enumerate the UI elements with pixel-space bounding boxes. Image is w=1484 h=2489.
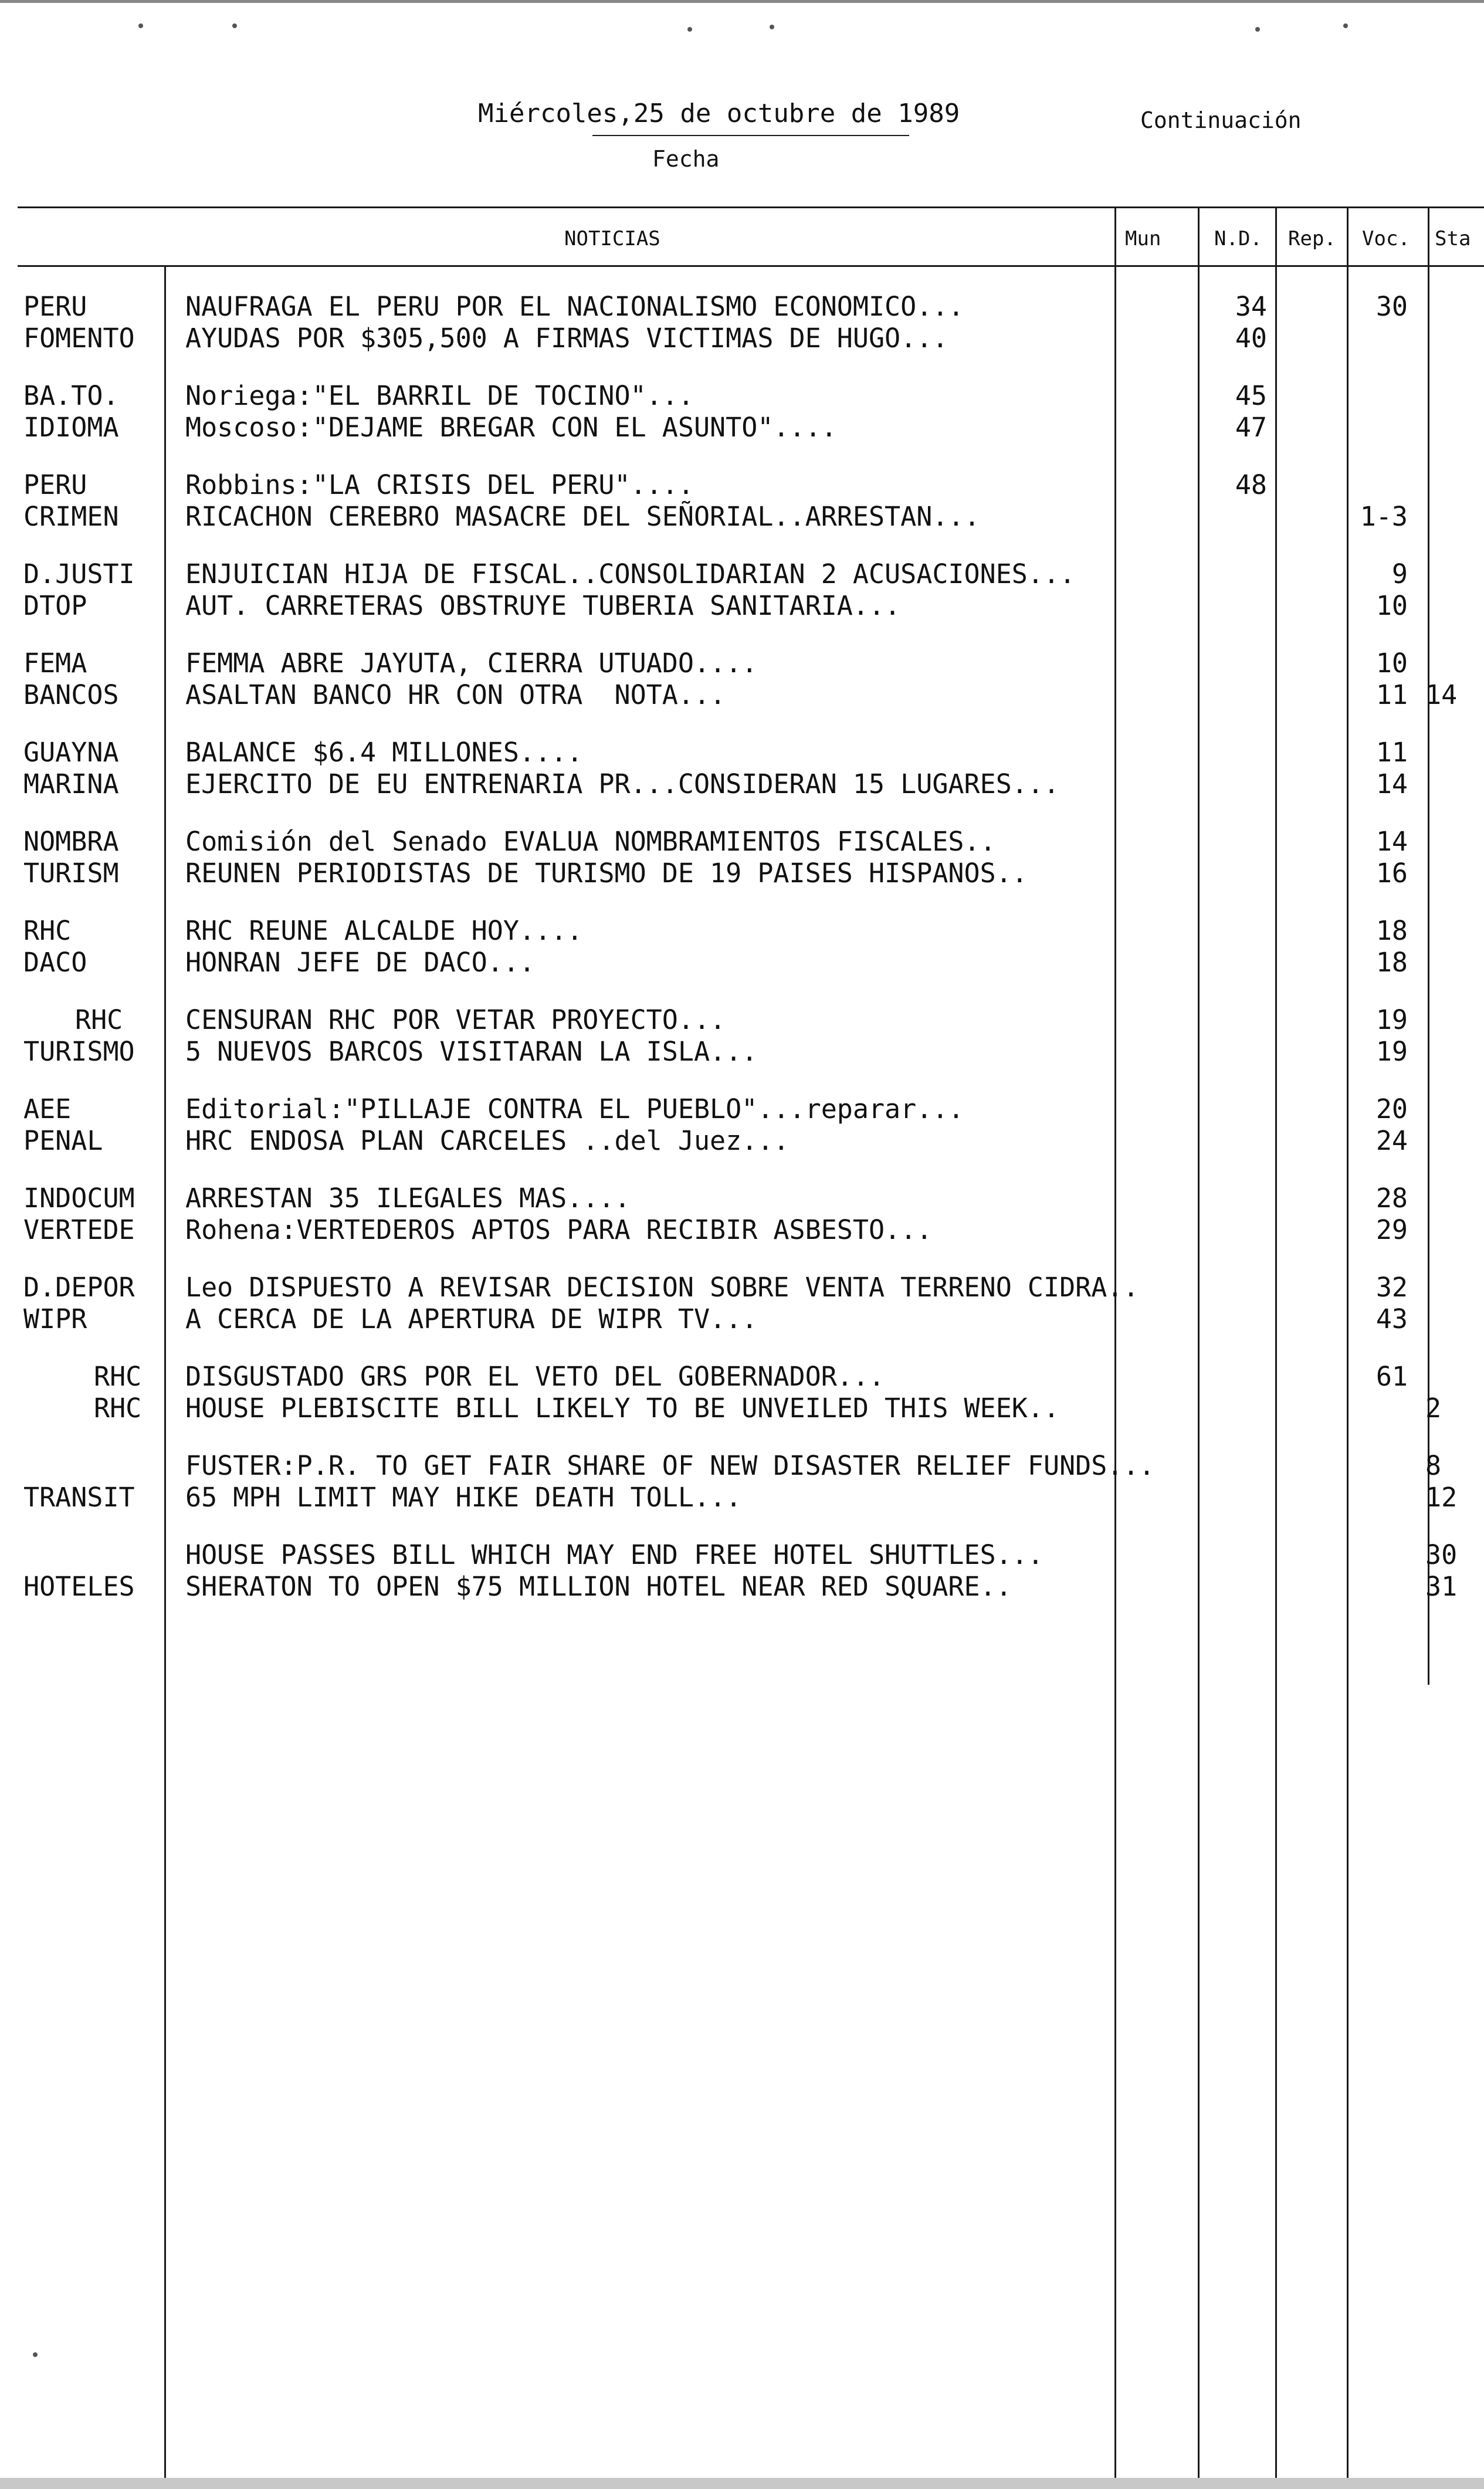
row-voc-page: 20 bbox=[1375, 1093, 1408, 1125]
date-underline bbox=[592, 135, 909, 136]
row-star-page: 8 bbox=[1425, 1450, 1442, 1481]
row-voc-page: 1-3 bbox=[1360, 501, 1408, 532]
row-headline: 65 MPH LIMIT MAY HIKE DEATH TOLL... bbox=[185, 1482, 742, 1513]
row-section: MARINA bbox=[23, 768, 119, 800]
row-star-page: 30 bbox=[1425, 1539, 1458, 1570]
row-section: PERU bbox=[23, 469, 87, 500]
scan-speck bbox=[232, 23, 237, 28]
row-voc-page: 19 bbox=[1375, 1036, 1408, 1067]
row-section: IDIOMA bbox=[23, 412, 119, 443]
row-section: BA.TO. bbox=[23, 380, 119, 411]
row-section: INDOCUM bbox=[23, 1183, 135, 1214]
table-header-rule bbox=[18, 265, 1484, 267]
column-header-star: Sta bbox=[1435, 227, 1471, 250]
row-headline: ARRESTAN 35 ILEGALES MAS.... bbox=[185, 1183, 631, 1214]
row-voc-page: 11 bbox=[1375, 679, 1408, 710]
row-headline: A CERCA DE LA APERTURA DE WIPR TV... bbox=[185, 1303, 758, 1335]
row-voc-page: 29 bbox=[1375, 1214, 1408, 1245]
row-section: GUAYNA bbox=[23, 737, 119, 768]
row-nd-page: 48 bbox=[1235, 469, 1267, 500]
mun-column-divider bbox=[1114, 206, 1116, 2489]
row-section: BANCOS bbox=[23, 679, 119, 710]
document-date: Miércoles,25 de octubre de 1989 bbox=[478, 99, 960, 128]
row-headline: REUNEN PERIODISTAS DE TURISMO DE 19 PAISES HISPANOS.. bbox=[185, 858, 1028, 889]
column-header-rep: Rep. bbox=[1288, 227, 1336, 250]
row-headline: Editorial:"PILLAJE CONTRA EL PUEBLO"...reparar... bbox=[185, 1093, 964, 1125]
row-star-page: 31 bbox=[1425, 1571, 1458, 1602]
table-top-rule bbox=[18, 206, 1484, 208]
row-voc-page: 19 bbox=[1375, 1004, 1408, 1035]
row-nd-page: 45 bbox=[1235, 380, 1267, 411]
row-headline: Comisión del Senado EVALUA NOMBRAMIENTOS FISCALES.. bbox=[185, 826, 996, 857]
column-header-voc: Voc. bbox=[1362, 227, 1410, 250]
top-edge bbox=[0, 0, 1484, 3]
row-section: PENAL bbox=[23, 1125, 103, 1156]
row-voc-page: 24 bbox=[1375, 1125, 1408, 1156]
column-header-nd: N.D. bbox=[1214, 227, 1262, 250]
row-section: TURISM bbox=[23, 858, 119, 889]
row-headline: FEMMA ABRE JAYUTA, CIERRA UTUADO.... bbox=[185, 648, 758, 679]
nd-column-divider bbox=[1198, 206, 1200, 2489]
row-section: AEE bbox=[23, 1093, 72, 1125]
bottom-edge bbox=[0, 2478, 1484, 2489]
row-headline: Leo DISPUESTO A REVISAR DECISION SOBRE VENTA TERRENO CIDRA.. bbox=[185, 1272, 1139, 1303]
row-headline: HRC ENDOSA PLAN CARCELES ..del Juez... bbox=[185, 1125, 790, 1156]
row-headline: AUT. CARRETERAS OBSTRUYE TUBERIA SANITARIA... bbox=[185, 590, 901, 621]
row-section: VERTEDE bbox=[23, 1214, 135, 1245]
row-section: RHC bbox=[75, 1004, 123, 1035]
row-voc-page: 18 bbox=[1375, 915, 1408, 946]
row-section: HOTELES bbox=[23, 1571, 135, 1602]
row-headline: HOUSE PLEBISCITE BILL LIKELY TO BE UNVEILED THIS WEEK.. bbox=[185, 1393, 1060, 1424]
row-star-page: 2 bbox=[1425, 1393, 1442, 1424]
date-label: Fecha bbox=[652, 146, 720, 172]
row-star-page: 14 bbox=[1425, 679, 1458, 710]
scan-speck bbox=[1343, 23, 1348, 28]
row-section: TRANSIT bbox=[23, 1482, 135, 1513]
row-voc-page: 30 bbox=[1375, 291, 1408, 322]
row-headline: RICACHON CEREBRO MASACRE DEL SEÑORIAL..ARRESTAN... bbox=[185, 501, 980, 532]
row-nd-page: 34 bbox=[1235, 291, 1267, 322]
row-voc-page: 43 bbox=[1375, 1303, 1408, 1335]
row-section: DTOP bbox=[23, 590, 87, 621]
row-section: CRIMEN bbox=[23, 501, 119, 532]
row-headline: NAUFRAGA EL PERU POR EL NACIONALISMO ECONOMICO... bbox=[185, 291, 964, 322]
row-headline: SHERATON TO OPEN $75 MILLION HOTEL NEAR RED SQUARE.. bbox=[185, 1571, 1012, 1602]
column-header-mun: Mun bbox=[1125, 227, 1161, 250]
row-headline: RHC REUNE ALCALDE HOY.... bbox=[185, 915, 583, 946]
row-section: WIPR bbox=[23, 1303, 87, 1335]
scan-speck bbox=[1255, 27, 1260, 32]
row-headline: HOUSE PASSES BILL WHICH MAY END FREE HOTEL SHUTTLES... bbox=[185, 1539, 1043, 1570]
row-headline: EJERCITO DE EU ENTRENARIA PR...CONSIDERAN 15 LUGARES... bbox=[185, 768, 1060, 800]
row-voc-page: 11 bbox=[1375, 737, 1408, 768]
row-section: FEMA bbox=[23, 648, 87, 679]
row-section: DACO bbox=[23, 947, 87, 978]
row-headline: ENJUICIAN HIJA DE FISCAL..CONSOLIDARIAN 2 ACUSACIONES... bbox=[185, 558, 1076, 590]
row-voc-page: 10 bbox=[1375, 648, 1408, 679]
row-section: RHC bbox=[23, 915, 72, 946]
scan-speck bbox=[687, 27, 692, 32]
row-voc-page: 9 bbox=[1391, 558, 1408, 590]
row-section: D.JUSTI bbox=[23, 558, 135, 590]
row-headline: Robbins:"LA CRISIS DEL PERU".... bbox=[185, 469, 694, 500]
row-headline: BALANCE $6.4 MILLONES.... bbox=[185, 737, 583, 768]
continuation-label: Continuación bbox=[1140, 107, 1302, 133]
scan-speck bbox=[138, 23, 143, 28]
row-voc-page: 10 bbox=[1375, 590, 1408, 621]
row-voc-page: 28 bbox=[1375, 1183, 1408, 1214]
row-headline: FUSTER:P.R. TO GET FAIR SHARE OF NEW DISASTER RELIEF FUNDS... bbox=[185, 1450, 1155, 1481]
scan-speck bbox=[770, 25, 774, 29]
scan-speck bbox=[33, 2352, 38, 2357]
row-star-page: 12 bbox=[1425, 1482, 1458, 1513]
row-section: RHC bbox=[94, 1393, 142, 1424]
row-voc-page: 16 bbox=[1375, 858, 1408, 889]
row-section: PERU bbox=[23, 291, 87, 322]
row-voc-page: 32 bbox=[1375, 1272, 1408, 1303]
row-section: D.DEPOR bbox=[23, 1272, 135, 1303]
row-section: FOMENTO bbox=[23, 323, 135, 354]
row-headline: CENSURAN RHC POR VETAR PROYECTO... bbox=[185, 1004, 726, 1035]
row-headline: Moscoso:"DEJAME BREGAR CON EL ASUNTO".... bbox=[185, 412, 837, 443]
row-nd-page: 40 bbox=[1235, 323, 1267, 354]
row-voc-page: 18 bbox=[1375, 947, 1408, 978]
row-voc-page: 61 bbox=[1375, 1361, 1408, 1392]
row-headline: 5 NUEVOS BARCOS VISITARAN LA ISLA... bbox=[185, 1036, 758, 1067]
row-section: NOMBRA bbox=[23, 826, 119, 857]
row-voc-page: 14 bbox=[1375, 826, 1408, 857]
row-voc-page: 14 bbox=[1375, 768, 1408, 800]
row-headline: Rohena:VERTEDEROS APTOS PARA RECIBIR ASBESTO... bbox=[185, 1214, 933, 1245]
section-divider bbox=[164, 265, 166, 2489]
row-section: RHC bbox=[94, 1361, 142, 1392]
row-headline: HONRAN JEFE DE DACO... bbox=[185, 947, 536, 978]
rep-column-divider bbox=[1275, 206, 1277, 2489]
column-header-noticias: NOTICIAS bbox=[564, 227, 660, 250]
row-headline: ASALTAN BANCO HR CON OTRA NOTA... bbox=[185, 679, 726, 710]
row-headline: Noriega:"EL BARRIL DE TOCINO"... bbox=[185, 380, 694, 411]
row-nd-page: 47 bbox=[1235, 412, 1267, 443]
voc-column-divider bbox=[1347, 206, 1349, 2489]
row-headline: DISGUSTADO GRS POR EL VETO DEL GOBERNADOR... bbox=[185, 1361, 885, 1392]
row-headline: AYUDAS POR $305,500 A FIRMAS VICTIMAS DE HUGO... bbox=[185, 323, 948, 354]
row-section: TURISMO bbox=[23, 1036, 135, 1067]
